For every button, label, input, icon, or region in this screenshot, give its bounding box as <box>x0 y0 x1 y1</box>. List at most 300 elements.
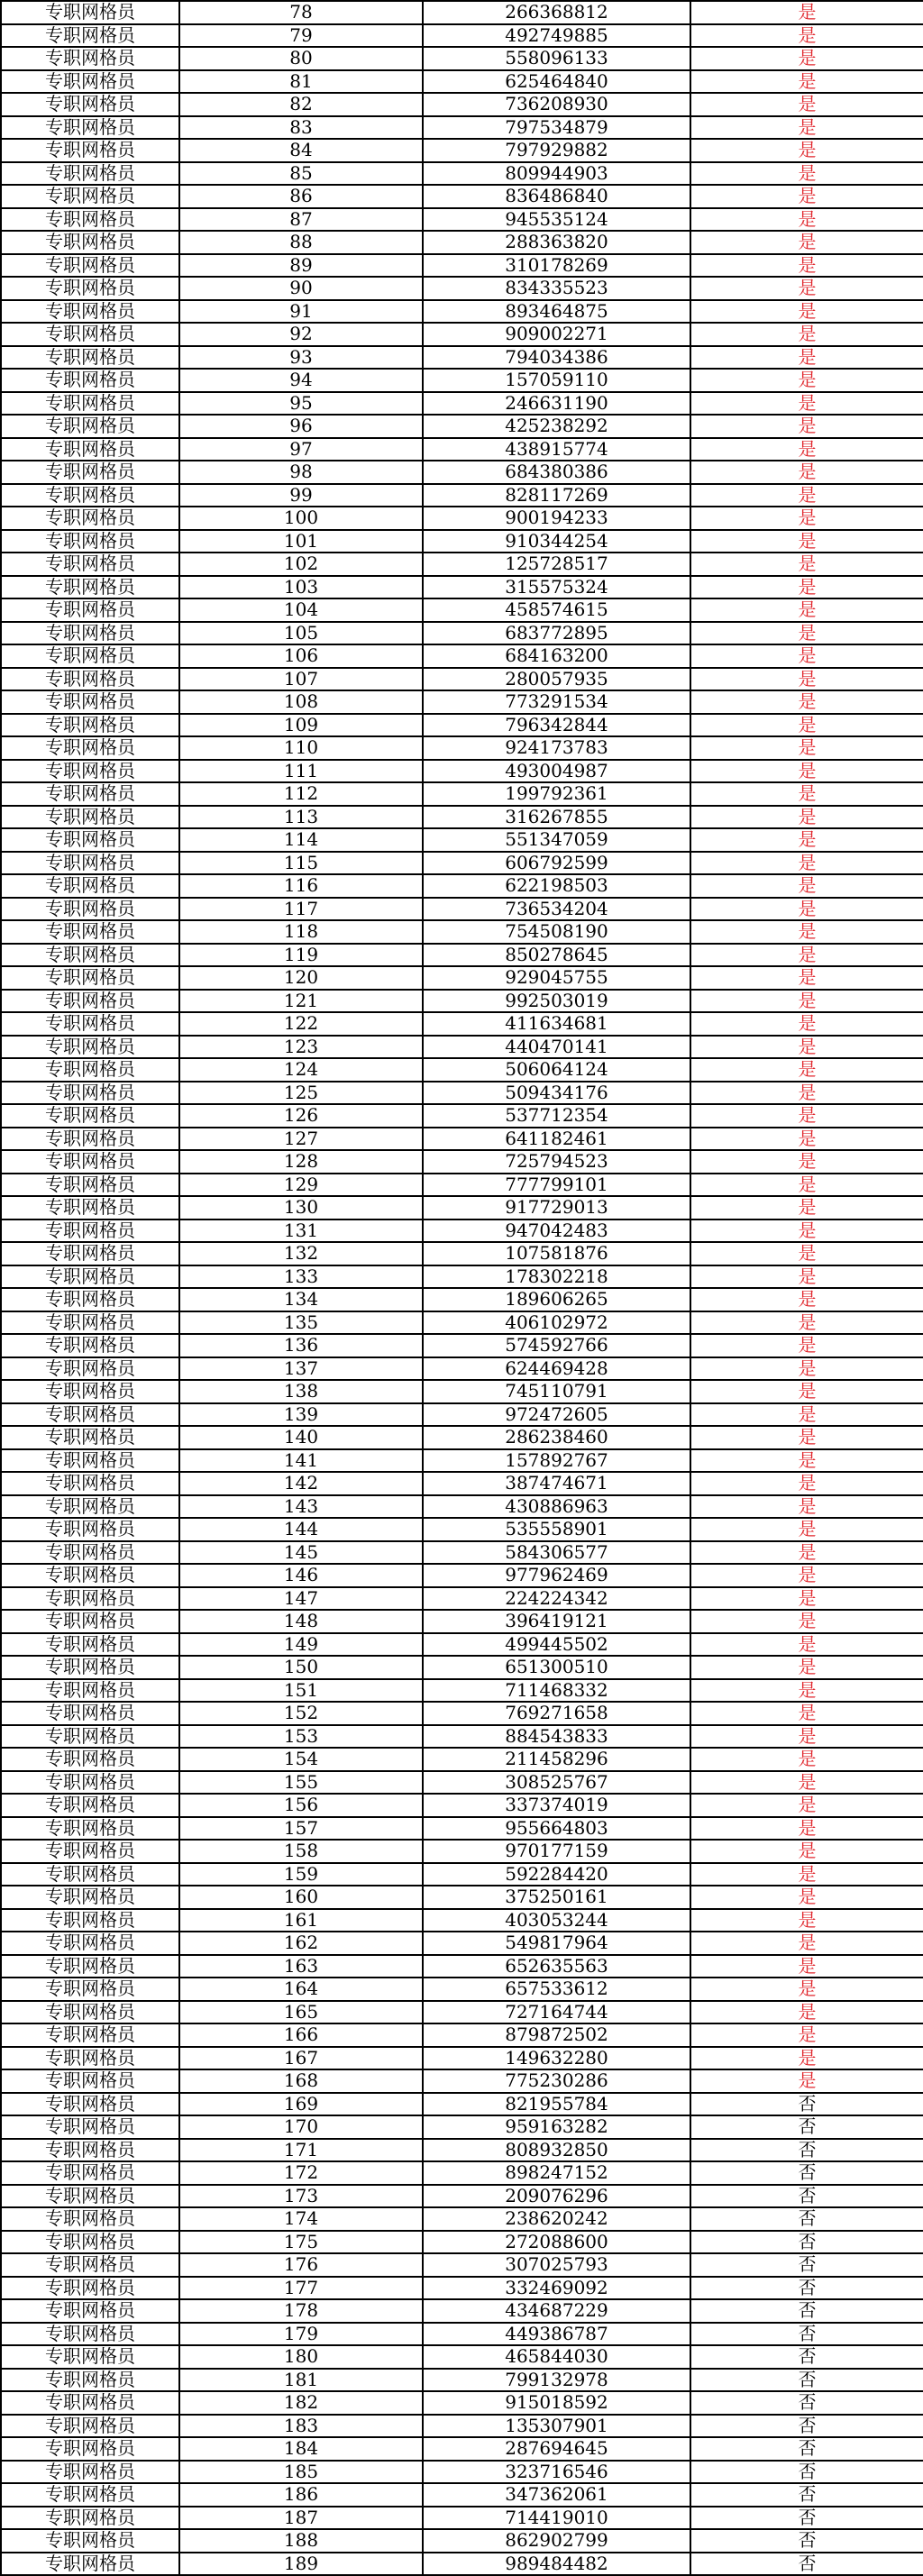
result-cell[interactable]: 是 <box>690 1449 923 1473</box>
role-cell[interactable]: 专职网格员 <box>1 874 179 898</box>
number-cell[interactable]: 162 <box>179 1932 423 1955</box>
result-cell[interactable]: 是 <box>690 438 923 461</box>
number-cell[interactable]: 120 <box>179 966 423 990</box>
result-cell[interactable]: 是 <box>690 598 923 622</box>
number-cell[interactable]: 82 <box>179 93 423 116</box>
role-cell[interactable]: 专职网格员 <box>1 185 179 208</box>
number-cell[interactable]: 99 <box>179 484 423 507</box>
code-cell[interactable]: 387474671 <box>423 1472 690 1495</box>
role-cell[interactable]: 专职网格员 <box>1 1472 179 1495</box>
number-cell[interactable]: 106 <box>179 644 423 668</box>
result-cell[interactable]: 否 <box>690 2461 923 2484</box>
code-cell[interactable]: 736208930 <box>423 93 690 116</box>
number-cell[interactable]: 151 <box>179 1679 423 1703</box>
result-cell[interactable]: 是 <box>690 1196 923 1219</box>
result-cell[interactable]: 是 <box>690 920 923 944</box>
code-cell[interactable]: 711468332 <box>423 1679 690 1703</box>
result-cell[interactable]: 是 <box>690 760 923 783</box>
role-cell[interactable]: 专职网格员 <box>1 2115 179 2139</box>
code-cell[interactable]: 189606265 <box>423 1288 690 1311</box>
number-cell[interactable]: 183 <box>179 2415 423 2438</box>
role-cell[interactable]: 专职网格员 <box>1 461 179 484</box>
result-cell[interactable]: 是 <box>690 185 923 208</box>
number-cell[interactable]: 172 <box>179 2161 423 2185</box>
code-cell[interactable]: 924173783 <box>423 736 690 760</box>
result-cell[interactable]: 是 <box>690 346 923 370</box>
result-cell[interactable]: 是 <box>690 944 923 967</box>
result-cell[interactable]: 是 <box>690 852 923 875</box>
code-cell[interactable]: 211458296 <box>423 1748 690 1771</box>
result-cell[interactable]: 是 <box>690 668 923 691</box>
number-cell[interactable]: 128 <box>179 1150 423 1174</box>
code-cell[interactable]: 624469428 <box>423 1357 690 1381</box>
code-cell[interactable]: 929045755 <box>423 966 690 990</box>
code-cell[interactable]: 458574615 <box>423 598 690 622</box>
result-cell[interactable]: 是 <box>690 1817 923 1841</box>
code-cell[interactable]: 809944903 <box>423 162 690 186</box>
number-cell[interactable]: 180 <box>179 2345 423 2369</box>
result-cell[interactable]: 是 <box>690 369 923 392</box>
number-cell[interactable]: 186 <box>179 2483 423 2507</box>
number-cell[interactable]: 78 <box>179 1 423 24</box>
result-cell[interactable]: 是 <box>690 1587 923 1611</box>
code-cell[interactable]: 316267855 <box>423 806 690 829</box>
result-cell[interactable]: 是 <box>690 1886 923 1909</box>
number-cell[interactable]: 178 <box>179 2299 423 2323</box>
code-cell[interactable]: 157892767 <box>423 1449 690 1473</box>
result-cell[interactable]: 否 <box>690 2323 923 2346</box>
result-cell[interactable]: 是 <box>690 162 923 186</box>
result-cell[interactable]: 是 <box>690 300 923 324</box>
number-cell[interactable]: 168 <box>179 2069 423 2093</box>
role-cell[interactable]: 专职网格员 <box>1 1656 179 1679</box>
result-cell[interactable]: 是 <box>690 392 923 416</box>
number-cell[interactable]: 122 <box>179 1012 423 1036</box>
role-cell[interactable]: 专职网格员 <box>1 828 179 852</box>
number-cell[interactable]: 83 <box>179 116 423 140</box>
role-cell[interactable]: 专职网格员 <box>1 1104 179 1128</box>
number-cell[interactable]: 79 <box>179 24 423 48</box>
code-cell[interactable]: 411634681 <box>423 1012 690 1036</box>
role-cell[interactable]: 专职网格员 <box>1 2277 179 2300</box>
result-cell[interactable]: 是 <box>690 323 923 346</box>
result-cell[interactable]: 是 <box>690 874 923 898</box>
result-cell[interactable]: 是 <box>690 782 923 806</box>
result-cell[interactable]: 是 <box>690 1174 923 1197</box>
number-cell[interactable]: 91 <box>179 300 423 324</box>
code-cell[interactable]: 509434176 <box>423 1082 690 1105</box>
code-cell[interactable]: 972472605 <box>423 1403 690 1427</box>
result-cell[interactable]: 是 <box>690 231 923 254</box>
code-cell[interactable]: 775230286 <box>423 2069 690 2093</box>
code-cell[interactable]: 178302218 <box>423 1265 690 1289</box>
role-cell[interactable]: 专职网格员 <box>1 2391 179 2415</box>
number-cell[interactable]: 143 <box>179 1495 423 1519</box>
role-cell[interactable]: 专职网格员 <box>1 2415 179 2438</box>
result-cell[interactable]: 是 <box>690 1955 923 1978</box>
number-cell[interactable]: 153 <box>179 1725 423 1749</box>
number-cell[interactable]: 113 <box>179 806 423 829</box>
result-cell[interactable]: 是 <box>690 1564 923 1587</box>
code-cell[interactable]: 592284420 <box>423 1863 690 1886</box>
result-cell[interactable]: 否 <box>690 2369 923 2392</box>
result-cell[interactable]: 否 <box>690 2253 923 2277</box>
result-cell[interactable]: 是 <box>690 484 923 507</box>
code-cell[interactable]: 808932850 <box>423 2139 690 2162</box>
result-cell[interactable]: 否 <box>690 2185 923 2208</box>
code-cell[interactable]: 287694645 <box>423 2437 690 2461</box>
number-cell[interactable]: 155 <box>179 1771 423 1795</box>
result-cell[interactable]: 否 <box>690 2115 923 2139</box>
number-cell[interactable]: 107 <box>179 668 423 691</box>
role-cell[interactable]: 专职网格员 <box>1 1725 179 1749</box>
number-cell[interactable]: 131 <box>179 1219 423 1243</box>
role-cell[interactable]: 专职网格员 <box>1 898 179 921</box>
result-cell[interactable]: 否 <box>690 2345 923 2369</box>
role-cell[interactable]: 专职网格员 <box>1 553 179 576</box>
number-cell[interactable]: 146 <box>179 1564 423 1587</box>
code-cell[interactable]: 266368812 <box>423 1 690 24</box>
number-cell[interactable]: 177 <box>179 2277 423 2300</box>
number-cell[interactable]: 144 <box>179 1518 423 1541</box>
role-cell[interactable]: 专职网格员 <box>1 1380 179 1403</box>
result-cell[interactable]: 是 <box>690 990 923 1013</box>
number-cell[interactable]: 81 <box>179 70 423 94</box>
result-cell[interactable]: 否 <box>690 2483 923 2507</box>
result-cell[interactable]: 是 <box>690 1633 923 1657</box>
code-cell[interactable]: 836486840 <box>423 185 690 208</box>
role-cell[interactable]: 专职网格员 <box>1 2483 179 2507</box>
code-cell[interactable]: 135307901 <box>423 2415 690 2438</box>
number-cell[interactable]: 156 <box>179 1794 423 1817</box>
role-cell[interactable]: 专职网格员 <box>1 1058 179 1082</box>
code-cell[interactable]: 900194233 <box>423 507 690 530</box>
role-cell[interactable]: 专职网格员 <box>1 93 179 116</box>
code-cell[interactable]: 286238460 <box>423 1426 690 1449</box>
role-cell[interactable]: 专职网格员 <box>1 507 179 530</box>
role-cell[interactable]: 专职网格员 <box>1 2529 179 2553</box>
role-cell[interactable]: 专职网格员 <box>1 1128 179 1151</box>
role-cell[interactable]: 专职网格员 <box>1 70 179 94</box>
code-cell[interactable]: 238620242 <box>423 2207 690 2231</box>
result-cell[interactable]: 是 <box>690 1863 923 1886</box>
result-cell[interactable]: 是 <box>690 1472 923 1495</box>
code-cell[interactable]: 157059110 <box>423 369 690 392</box>
role-cell[interactable]: 专职网格员 <box>1 1334 179 1357</box>
number-cell[interactable]: 188 <box>179 2529 423 2553</box>
number-cell[interactable]: 121 <box>179 990 423 1013</box>
number-cell[interactable]: 97 <box>179 438 423 461</box>
result-cell[interactable]: 是 <box>690 47 923 70</box>
role-cell[interactable]: 专职网格员 <box>1 1242 179 1265</box>
code-cell[interactable]: 149632280 <box>423 2047 690 2070</box>
number-cell[interactable]: 93 <box>179 346 423 370</box>
code-cell[interactable]: 199792361 <box>423 782 690 806</box>
code-cell[interactable]: 652635563 <box>423 1955 690 1978</box>
role-cell[interactable]: 专职网格员 <box>1 1679 179 1703</box>
code-cell[interactable]: 506064124 <box>423 1058 690 1082</box>
number-cell[interactable]: 182 <box>179 2391 423 2415</box>
code-cell[interactable]: 493004987 <box>423 760 690 783</box>
code-cell[interactable]: 777799101 <box>423 1174 690 1197</box>
role-cell[interactable]: 专职网格员 <box>1 1817 179 1841</box>
code-cell[interactable]: 625464840 <box>423 70 690 94</box>
result-cell[interactable]: 是 <box>690 1978 923 2001</box>
role-cell[interactable]: 专职网格员 <box>1 990 179 1013</box>
result-cell[interactable]: 是 <box>690 1036 923 1059</box>
number-cell[interactable]: 88 <box>179 231 423 254</box>
role-cell[interactable]: 专职网格员 <box>1 1978 179 2001</box>
number-cell[interactable]: 129 <box>179 1174 423 1197</box>
code-cell[interactable]: 769271658 <box>423 1702 690 1725</box>
number-cell[interactable]: 126 <box>179 1104 423 1128</box>
number-cell[interactable]: 150 <box>179 1656 423 1679</box>
result-cell[interactable]: 是 <box>690 714 923 737</box>
role-cell[interactable]: 专职网格员 <box>1 1357 179 1381</box>
number-cell[interactable]: 102 <box>179 553 423 576</box>
number-cell[interactable]: 127 <box>179 1128 423 1151</box>
number-cell[interactable]: 160 <box>179 1886 423 1909</box>
code-cell[interactable]: 125728517 <box>423 553 690 576</box>
code-cell[interactable]: 558096133 <box>423 47 690 70</box>
result-cell[interactable]: 是 <box>690 530 923 553</box>
result-cell[interactable]: 是 <box>690 806 923 829</box>
role-cell[interactable]: 专职网格员 <box>1 760 179 783</box>
result-cell[interactable]: 是 <box>690 507 923 530</box>
result-cell[interactable]: 是 <box>690 1541 923 1565</box>
code-cell[interactable]: 107581876 <box>423 1242 690 1265</box>
code-cell[interactable]: 537712354 <box>423 1104 690 1128</box>
role-cell[interactable]: 专职网格员 <box>1 782 179 806</box>
role-cell[interactable]: 专职网格员 <box>1 2207 179 2231</box>
number-cell[interactable]: 104 <box>179 598 423 622</box>
role-cell[interactable]: 专职网格员 <box>1 2323 179 2346</box>
role-cell[interactable]: 专职网格员 <box>1 24 179 48</box>
result-cell[interactable]: 是 <box>690 1058 923 1082</box>
result-cell[interactable]: 是 <box>690 736 923 760</box>
result-cell[interactable]: 是 <box>690 93 923 116</box>
number-cell[interactable]: 158 <box>179 1840 423 1863</box>
result-cell[interactable]: 是 <box>690 1656 923 1679</box>
role-cell[interactable]: 专职网格员 <box>1 944 179 967</box>
result-cell[interactable]: 是 <box>690 70 923 94</box>
number-cell[interactable]: 136 <box>179 1334 423 1357</box>
result-cell[interactable]: 是 <box>690 1104 923 1128</box>
code-cell[interactable]: 970177159 <box>423 1840 690 1863</box>
code-cell[interactable]: 622198503 <box>423 874 690 898</box>
role-cell[interactable]: 专职网格员 <box>1 1036 179 1059</box>
code-cell[interactable]: 910344254 <box>423 530 690 553</box>
result-cell[interactable]: 是 <box>690 2047 923 2070</box>
code-cell[interactable]: 754508190 <box>423 920 690 944</box>
number-cell[interactable]: 148 <box>179 1610 423 1633</box>
role-cell[interactable]: 专职网格员 <box>1 1012 179 1036</box>
code-cell[interactable]: 796342844 <box>423 714 690 737</box>
role-cell[interactable]: 专职网格员 <box>1 484 179 507</box>
code-cell[interactable]: 828117269 <box>423 484 690 507</box>
role-cell[interactable]: 专职网格员 <box>1 1265 179 1289</box>
code-cell[interactable]: 898247152 <box>423 2161 690 2185</box>
result-cell[interactable]: 是 <box>690 966 923 990</box>
role-cell[interactable]: 专职网格员 <box>1 1909 179 1932</box>
code-cell[interactable]: 375250161 <box>423 1886 690 1909</box>
result-cell[interactable]: 是 <box>690 1725 923 1749</box>
role-cell[interactable]: 专职网格员 <box>1 208 179 232</box>
result-cell[interactable]: 否 <box>690 2553 923 2576</box>
number-cell[interactable]: 179 <box>179 2323 423 2346</box>
number-cell[interactable]: 133 <box>179 1265 423 1289</box>
code-cell[interactable]: 549817964 <box>423 1932 690 1955</box>
role-cell[interactable]: 专职网格员 <box>1 116 179 140</box>
role-cell[interactable]: 专职网格员 <box>1 415 179 438</box>
number-cell[interactable]: 125 <box>179 1082 423 1105</box>
role-cell[interactable]: 专职网格员 <box>1 852 179 875</box>
number-cell[interactable]: 96 <box>179 415 423 438</box>
result-cell[interactable]: 是 <box>690 254 923 278</box>
role-cell[interactable]: 专职网格员 <box>1 714 179 737</box>
code-cell[interactable]: 992503019 <box>423 990 690 1013</box>
code-cell[interactable]: 794034386 <box>423 346 690 370</box>
number-cell[interactable]: 85 <box>179 162 423 186</box>
result-cell[interactable]: 是 <box>690 1748 923 1771</box>
role-cell[interactable]: 专职网格员 <box>1 254 179 278</box>
result-cell[interactable]: 是 <box>690 690 923 714</box>
number-cell[interactable]: 154 <box>179 1748 423 1771</box>
number-cell[interactable]: 161 <box>179 1909 423 1932</box>
result-cell[interactable]: 否 <box>690 2437 923 2461</box>
result-cell[interactable]: 否 <box>690 2139 923 2162</box>
result-cell[interactable]: 是 <box>690 1771 923 1795</box>
number-cell[interactable]: 163 <box>179 1955 423 1978</box>
code-cell[interactable]: 797534879 <box>423 116 690 140</box>
result-cell[interactable]: 是 <box>690 576 923 599</box>
result-cell[interactable]: 是 <box>690 1082 923 1105</box>
code-cell[interactable]: 551347059 <box>423 828 690 852</box>
code-cell[interactable]: 492749885 <box>423 24 690 48</box>
result-cell[interactable]: 是 <box>690 1610 923 1633</box>
role-cell[interactable]: 专职网格员 <box>1 1886 179 1909</box>
role-cell[interactable]: 专职网格员 <box>1 277 179 300</box>
result-cell[interactable]: 是 <box>690 1334 923 1357</box>
result-cell[interactable]: 否 <box>690 2161 923 2185</box>
code-cell[interactable]: 337374019 <box>423 1794 690 1817</box>
role-cell[interactable]: 专职网格员 <box>1 1518 179 1541</box>
result-cell[interactable]: 是 <box>690 461 923 484</box>
role-cell[interactable]: 专职网格员 <box>1 2047 179 2070</box>
role-cell[interactable]: 专职网格员 <box>1 2069 179 2093</box>
number-cell[interactable]: 138 <box>179 1380 423 1403</box>
role-cell[interactable]: 专职网格员 <box>1 598 179 622</box>
number-cell[interactable]: 100 <box>179 507 423 530</box>
number-cell[interactable]: 98 <box>179 461 423 484</box>
code-cell[interactable]: 917729013 <box>423 1196 690 1219</box>
role-cell[interactable]: 专职网格员 <box>1 2437 179 2461</box>
role-cell[interactable]: 专职网格员 <box>1 1219 179 1243</box>
number-cell[interactable]: 185 <box>179 2461 423 2484</box>
number-cell[interactable]: 140 <box>179 1426 423 1449</box>
result-cell[interactable]: 否 <box>690 2277 923 2300</box>
role-cell[interactable]: 专职网格员 <box>1 162 179 186</box>
result-cell[interactable]: 是 <box>690 553 923 576</box>
code-cell[interactable]: 959163282 <box>423 2115 690 2139</box>
role-cell[interactable]: 专职网格员 <box>1 644 179 668</box>
number-cell[interactable]: 124 <box>179 1058 423 1082</box>
result-cell[interactable]: 是 <box>690 1265 923 1289</box>
number-cell[interactable]: 170 <box>179 2115 423 2139</box>
number-cell[interactable]: 167 <box>179 2047 423 2070</box>
role-cell[interactable]: 专职网格员 <box>1 2553 179 2576</box>
result-cell[interactable]: 是 <box>690 2069 923 2093</box>
result-cell[interactable]: 否 <box>690 2093 923 2116</box>
role-cell[interactable]: 专职网格员 <box>1 690 179 714</box>
number-cell[interactable]: 164 <box>179 1978 423 2001</box>
role-cell[interactable]: 专职网格员 <box>1 1955 179 1978</box>
number-cell[interactable]: 174 <box>179 2207 423 2231</box>
role-cell[interactable]: 专职网格员 <box>1 139 179 162</box>
code-cell[interactable]: 797929882 <box>423 139 690 162</box>
code-cell[interactable]: 850278645 <box>423 944 690 967</box>
number-cell[interactable]: 103 <box>179 576 423 599</box>
number-cell[interactable]: 123 <box>179 1036 423 1059</box>
role-cell[interactable]: 专职网格员 <box>1 346 179 370</box>
role-cell[interactable]: 专职网格员 <box>1 2461 179 2484</box>
result-cell[interactable]: 是 <box>690 1242 923 1265</box>
role-cell[interactable]: 专职网格员 <box>1 438 179 461</box>
result-cell[interactable]: 否 <box>690 2391 923 2415</box>
number-cell[interactable]: 118 <box>179 920 423 944</box>
role-cell[interactable]: 专职网格员 <box>1 1633 179 1657</box>
code-cell[interactable]: 535558901 <box>423 1518 690 1541</box>
role-cell[interactable]: 专职网格员 <box>1 2093 179 2116</box>
number-cell[interactable]: 105 <box>179 622 423 645</box>
number-cell[interactable]: 114 <box>179 828 423 852</box>
role-cell[interactable]: 专职网格员 <box>1 2001 179 2024</box>
result-cell[interactable]: 是 <box>690 1219 923 1243</box>
code-cell[interactable]: 736534204 <box>423 898 690 921</box>
role-cell[interactable]: 专职网格员 <box>1 1587 179 1611</box>
result-cell[interactable]: 是 <box>690 1495 923 1519</box>
result-cell[interactable]: 否 <box>690 2507 923 2530</box>
number-cell[interactable]: 109 <box>179 714 423 737</box>
code-cell[interactable]: 977962469 <box>423 1564 690 1587</box>
role-cell[interactable]: 专职网格员 <box>1 668 179 691</box>
code-cell[interactable]: 745110791 <box>423 1380 690 1403</box>
code-cell[interactable]: 465844030 <box>423 2345 690 2369</box>
number-cell[interactable]: 119 <box>179 944 423 967</box>
number-cell[interactable]: 130 <box>179 1196 423 1219</box>
code-cell[interactable]: 651300510 <box>423 1656 690 1679</box>
number-cell[interactable]: 110 <box>179 736 423 760</box>
result-cell[interactable]: 是 <box>690 1128 923 1151</box>
number-cell[interactable]: 92 <box>179 323 423 346</box>
role-cell[interactable]: 专职网格员 <box>1 1196 179 1219</box>
code-cell[interactable]: 307025793 <box>423 2253 690 2277</box>
role-cell[interactable]: 专职网格员 <box>1 2185 179 2208</box>
code-cell[interactable]: 288363820 <box>423 231 690 254</box>
code-cell[interactable]: 606792599 <box>423 852 690 875</box>
role-cell[interactable]: 专职网格员 <box>1 2345 179 2369</box>
result-cell[interactable]: 是 <box>690 1380 923 1403</box>
number-cell[interactable]: 89 <box>179 254 423 278</box>
role-cell[interactable]: 专职网格员 <box>1 1288 179 1311</box>
role-cell[interactable]: 专职网格员 <box>1 622 179 645</box>
role-cell[interactable]: 专职网格员 <box>1 47 179 70</box>
role-cell[interactable]: 专职网格员 <box>1 1610 179 1633</box>
code-cell[interactable]: 440470141 <box>423 1036 690 1059</box>
role-cell[interactable]: 专职网格员 <box>1 2369 179 2392</box>
role-cell[interactable]: 专职网格员 <box>1 392 179 416</box>
code-cell[interactable]: 323716546 <box>423 2461 690 2484</box>
